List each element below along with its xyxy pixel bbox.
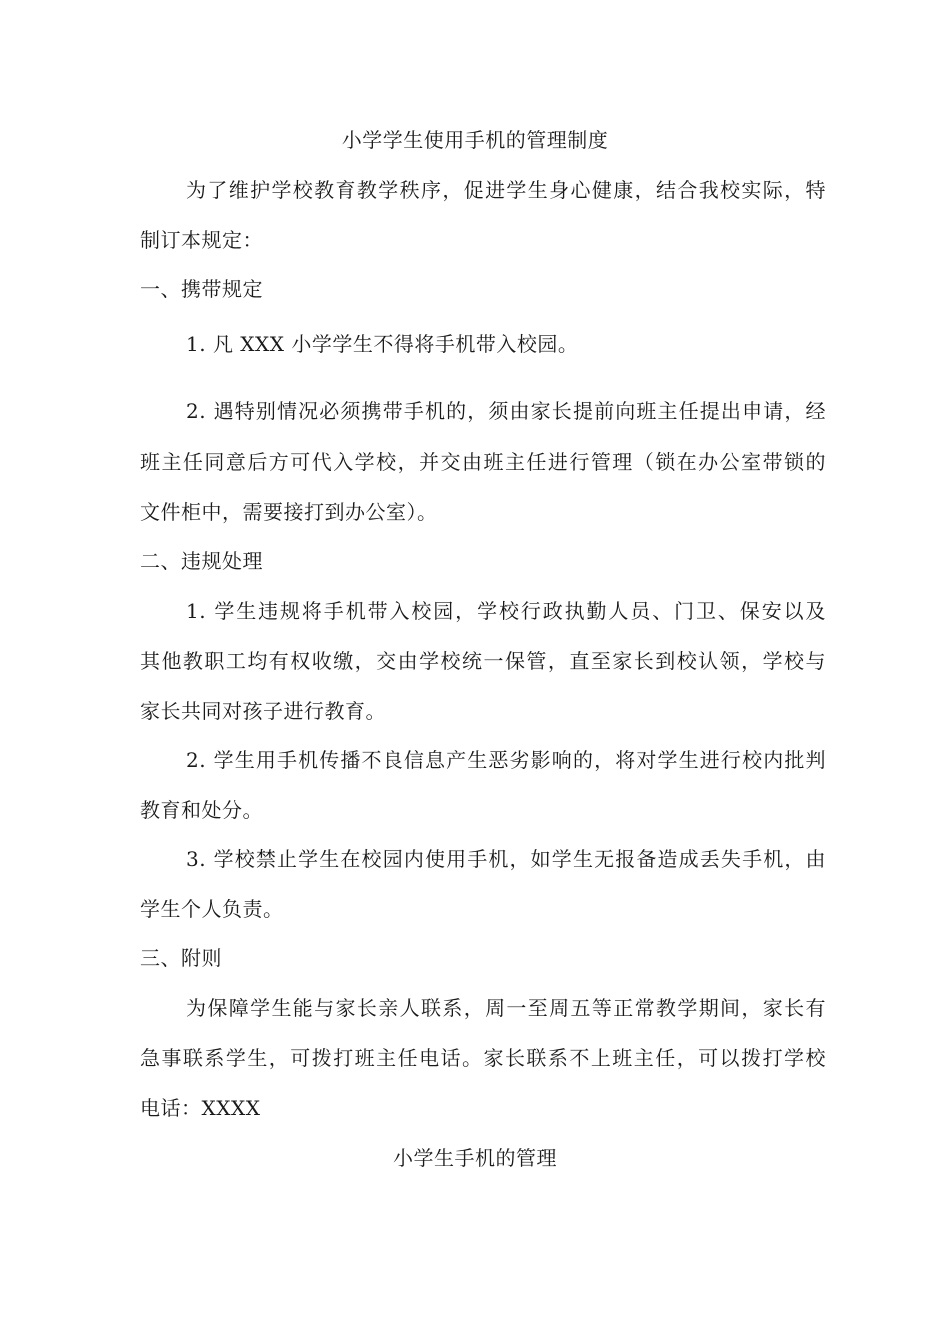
section2-item1-line2: 其他教职工均有权收缴，交由学校统一保管，直至家长到校认领，学校与: [140, 649, 826, 673]
intro-line-1: 为了维护学校教育教学秩序，促进学生身心健康，结合我校实际，特: [186, 178, 826, 202]
section3-heading: 三、附则: [140, 946, 222, 970]
section2-item1-line3: 家长共同对孩子进行教育。: [140, 699, 386, 723]
next-section-title: 小学生手机的管理: [393, 1146, 557, 1170]
intro-line-2: 制订本规定：: [140, 228, 263, 252]
section1-item1: 1. 凡 XXX 小学学生不得将手机带入校园。: [186, 332, 579, 356]
section3-body-line1: 为保障学生能与家长亲人联系，周一至周五等正常教学期间，家长有: [186, 996, 826, 1020]
section2-item1-line1: 1. 学生违规将手机带入校园，学校行政执勤人员、门卫、保安以及: [186, 599, 826, 623]
section1-heading: 一、携带规定: [140, 277, 263, 301]
section2-heading: 二、违规处理: [140, 549, 263, 573]
document-title: 小学学生使用手机的管理制度: [341, 128, 609, 152]
section1-item2-line3: 文件柜中，需要接打到办公室）。: [140, 500, 438, 524]
section3-body-line3: 电话：XXXX: [140, 1096, 261, 1120]
section1-item2-line2: 班主任同意后方可代入学校，并交由班主任进行管理（锁在办公室带锁的: [140, 450, 826, 474]
section2-item2-line1: 2. 学生用手机传播不良信息产生恶劣影响的，将对学生进行校内批判: [186, 748, 826, 772]
section2-item2-line2: 教育和处分。: [140, 798, 263, 822]
section1-item2-line1: 2. 遇特别情况必须携带手机的，须由家长提前向班主任提出申请，经: [186, 399, 826, 423]
section2-item3-line2: 学生个人负责。: [140, 897, 284, 921]
section2-item3-line1: 3. 学校禁止学生在校园内使用手机，如学生无报备造成丢失手机，由: [186, 847, 826, 871]
section3-body-line2: 急事联系学生，可拨打班主任电话。家长联系不上班主任，可以拨打学校: [140, 1046, 826, 1070]
